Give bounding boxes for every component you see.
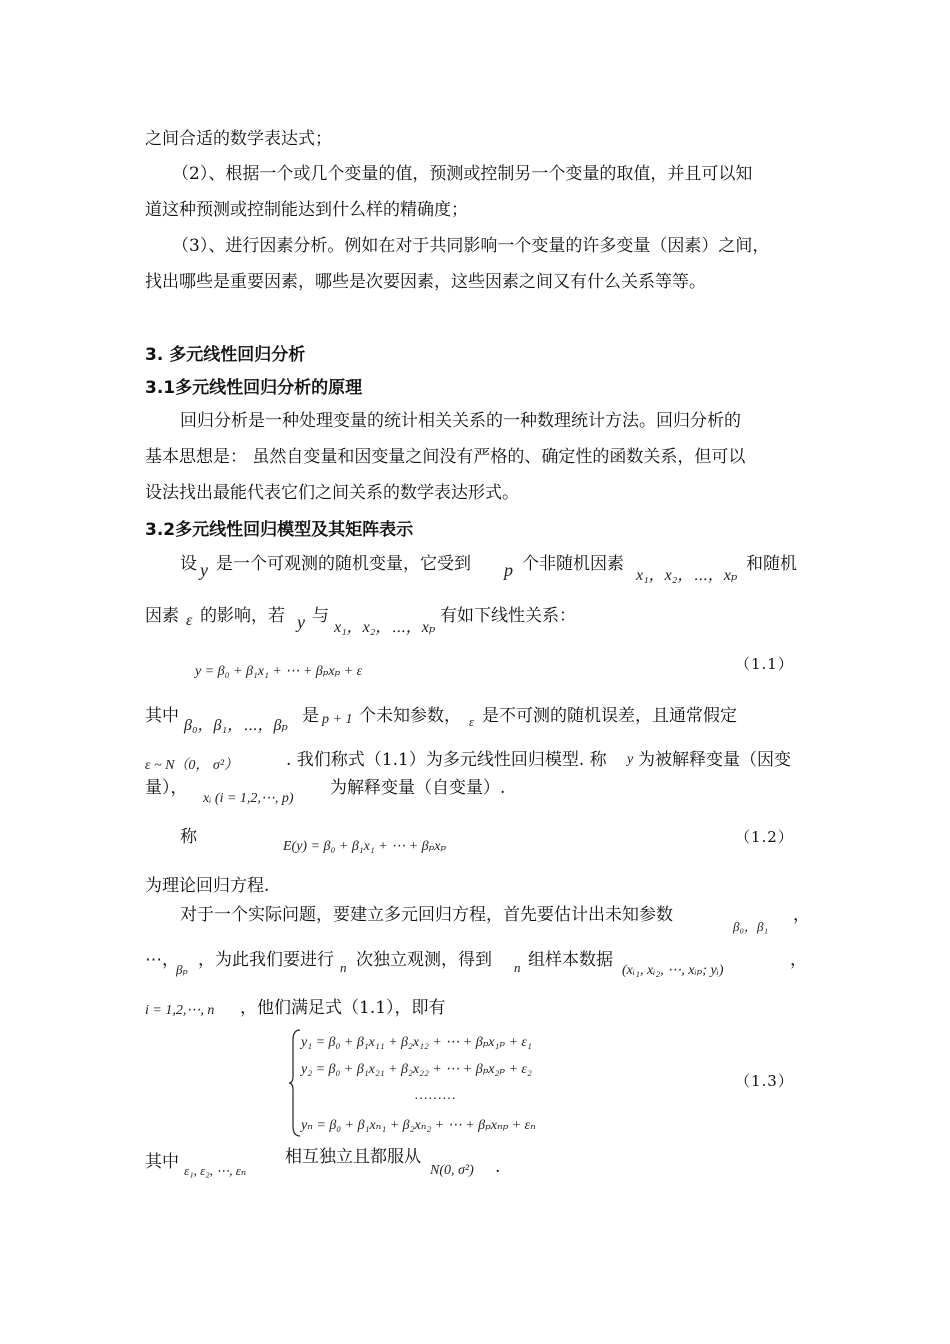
text-run: 因素 bbox=[145, 606, 179, 626]
text-run: ， bbox=[790, 950, 807, 970]
text-run: 其中 bbox=[145, 1152, 179, 1172]
text-run: 为理论回归方程. bbox=[145, 876, 270, 896]
para-line: 回归分析是一种处理变量的统计相关关系的一种数理统计方法。回归分析的 bbox=[180, 411, 741, 431]
text-run: 个非随机因素 bbox=[522, 554, 624, 574]
math-x-list: x₁，x₂，⋯，xₚ bbox=[334, 619, 436, 636]
subsection-heading: 3.2多元线性回归模型及其矩阵表示 bbox=[145, 520, 414, 540]
para-line: 道这种预测或控制能达到什么样的精确度； bbox=[145, 200, 468, 220]
text-run: ⋯， bbox=[145, 950, 179, 970]
text-run: . 我们称式（1.1）为多元线性回归模型. 称 bbox=[286, 750, 607, 770]
math-epsilon: ε bbox=[186, 612, 193, 629]
text-run: 对于一个实际问题，要建立多元回归方程，首先要估计出未知参数 bbox=[180, 905, 673, 925]
text-run: 的影响，若 bbox=[200, 606, 285, 626]
text-run: 是不可测的随机误差，且通常假定 bbox=[482, 706, 737, 726]
text-run: 个未知参数， bbox=[359, 706, 461, 726]
text-run: 设 bbox=[180, 554, 197, 574]
para-line: 设法找出最能代表它们之间关系的数学表达形式。 bbox=[145, 483, 519, 503]
para-line: 基本思想是： 虽然自变量和因变量之间没有严格的、确定性的函数关系，但可以 bbox=[145, 447, 746, 467]
equation-1-1: y = β₀ + β₁x₁ + ⋯ + βₚxₚ + ε bbox=[195, 664, 363, 679]
text-run: 称 bbox=[180, 827, 197, 847]
math-betas: β₀，β₁，⋯，βₚ bbox=[184, 717, 288, 734]
math-xi-range: xᵢ (i = 1,2,⋯, p) bbox=[203, 791, 294, 806]
math-p-plus-1: p + 1 bbox=[322, 712, 353, 727]
equation-1-3-row: yₙ = β₀ + β₁xₙ₁ + β₂xₙ₂ + ⋯ + βₚxₙₚ + εₙ bbox=[301, 1118, 536, 1133]
text-run: ， bbox=[793, 905, 810, 925]
para-line: （2）、根据一个或几个变量的值，预测或控制另一个变量的取值，并且可以知 bbox=[172, 164, 753, 184]
text-run: 其中 bbox=[145, 706, 179, 726]
math-i-range: i = 1,2,⋯, n bbox=[145, 1003, 215, 1018]
text-run: 量）， bbox=[145, 778, 188, 798]
text-run: 组样本数据 bbox=[528, 950, 613, 970]
math-n: n bbox=[340, 960, 347, 975]
equation-number: （1.2） bbox=[735, 828, 794, 846]
math-n: n bbox=[514, 960, 521, 975]
text-run: 为解释变量（自变量）. bbox=[330, 778, 506, 798]
section-heading: 3. 多元线性回归分析 bbox=[145, 345, 306, 365]
equation-1-2: E(y) = β₀ + β₁x₁ + ⋯ + βₚxₚ bbox=[283, 839, 447, 854]
text-run: 有如下线性关系： bbox=[440, 606, 576, 626]
text-run: ，他们满足式（1.1），即有 bbox=[240, 998, 446, 1018]
equation-1-3-dots: ……… bbox=[414, 1088, 456, 1103]
math-p: p bbox=[504, 560, 513, 580]
system-brace bbox=[288, 1028, 302, 1138]
text-run: 是 bbox=[302, 706, 319, 726]
math-beta-p: βₚ bbox=[176, 962, 188, 977]
math-y: y bbox=[200, 560, 208, 580]
text-run: 和随机 bbox=[746, 554, 797, 574]
text-run: 是一个可观测的随机变量，它受到 bbox=[216, 554, 471, 574]
math-epsilon: ε bbox=[469, 714, 475, 729]
text-run: 与 bbox=[312, 606, 329, 626]
text-run: 为被解释变量（因变 bbox=[638, 750, 791, 770]
subsection-heading: 3.1多元线性回归分析的原理 bbox=[145, 378, 363, 398]
math-y: y bbox=[627, 752, 634, 767]
math-sample: (xᵢ₁, xᵢ₂, ⋯, xᵢₚ; yᵢ) bbox=[622, 963, 724, 978]
math-epsilon-list: ε₁, ε₂, ⋯, εₙ bbox=[184, 1163, 247, 1178]
text-run: . bbox=[495, 1157, 501, 1177]
para-line: （3）、进行因素分析。例如在对于共同影响一个变量的许多变量（因素）之间， bbox=[172, 236, 770, 256]
equation-number: （1.3） bbox=[735, 1072, 794, 1090]
text-run: 次独立观测，得到 bbox=[356, 950, 492, 970]
math-distribution: ε ~ N（0， σ²） bbox=[145, 758, 239, 773]
math-normal: N(0, σ²) bbox=[430, 1163, 474, 1178]
math-x-list: x₁，x₂，⋯，xₚ bbox=[636, 567, 738, 584]
text-run: 相互独立且都服从 bbox=[285, 1147, 421, 1167]
para-line: 找出哪些是重要因素，哪些是次要因素，这些因素之间又有什么关系等等。 bbox=[145, 272, 706, 292]
text-run: ，为此我们要进行 bbox=[198, 950, 334, 970]
para-line: 之间合适的数学表达式； bbox=[145, 129, 332, 149]
equation-1-3-row: y₁ = β₀ + β₁x₁₁ + β₂x₁₂ + ⋯ + βₚx₁ₚ + ε₁ bbox=[301, 1035, 532, 1050]
equation-number: （1.1） bbox=[735, 655, 794, 673]
math-beta-0-1: β₀，β₁ bbox=[733, 919, 768, 934]
equation-1-3-row: y₂ = β₀ + β₁x₂₁ + β₂x₂₂ + ⋯ + βₚx₂ₚ + ε₂ bbox=[301, 1062, 532, 1077]
math-y: y bbox=[297, 612, 305, 632]
